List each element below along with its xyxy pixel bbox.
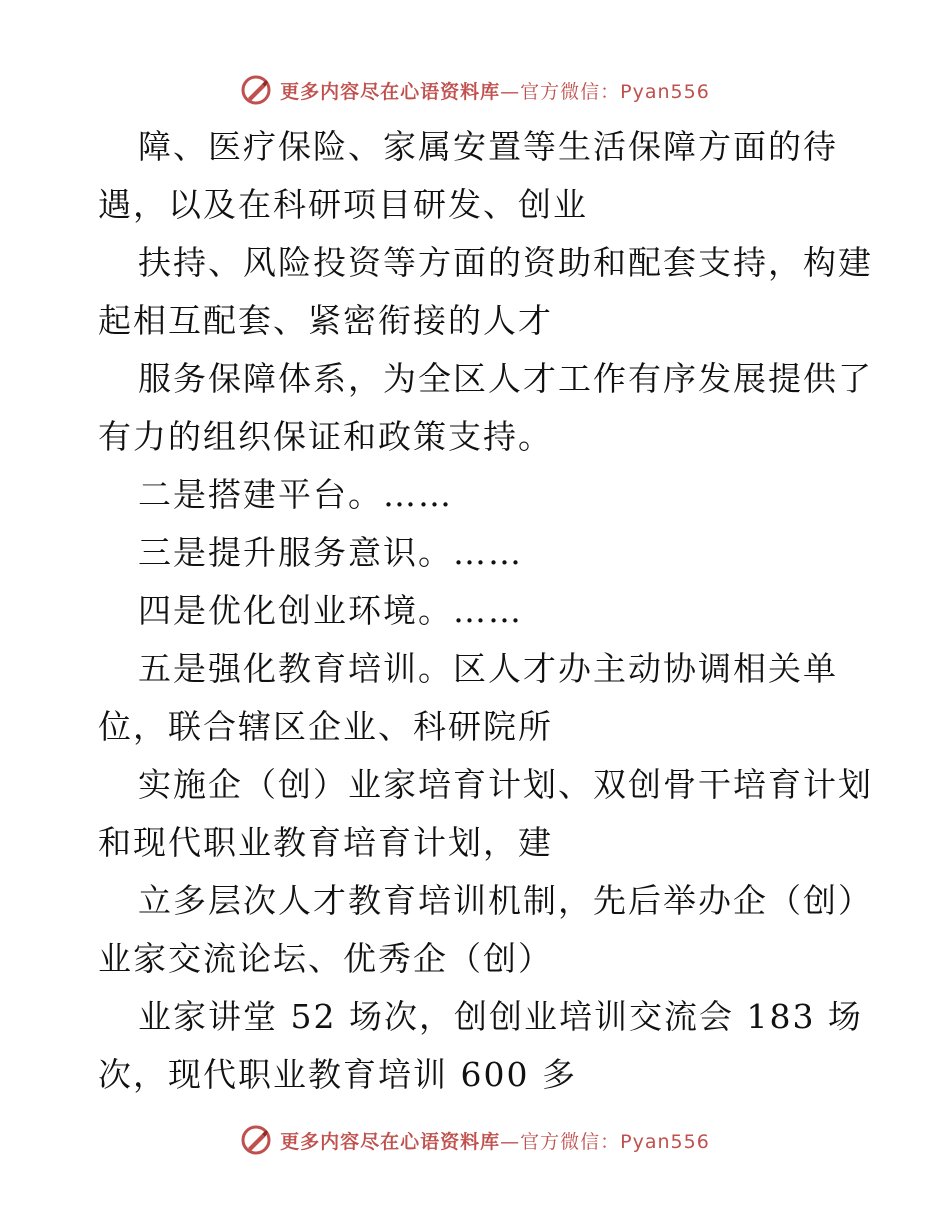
- pen-logo-icon: [240, 1124, 272, 1156]
- text-line: 位，联合辖区企业、科研院所: [98, 707, 553, 746]
- pen-logo-icon: [240, 74, 272, 106]
- text-line: 五是强化教育培训。区人才办主动协调相关单: [138, 649, 838, 688]
- text-line: 立多层次人才教育培训机制，先后举办企（创）: [138, 881, 873, 920]
- header-watermark: [0, 70, 950, 110]
- text-line: 有力的组织保证和政策支持。: [98, 417, 553, 456]
- text-line: 四是优化创业环境。……: [138, 591, 523, 630]
- text-line: 扶持、风险投资等方面的资助和配套支持，构建: [138, 243, 873, 282]
- text-line: 起相互配套、紧密衔接的人才: [98, 301, 553, 340]
- watermark-text: [280, 1127, 710, 1154]
- document-body: [98, 118, 873, 1104]
- text-line: 障、医疗保险、家属安置等生活保障方面的待: [138, 127, 838, 166]
- text-line: 遇，以及在科研项目研发、创业: [98, 185, 588, 224]
- text-line: 业家交流论坛、优秀企（创）: [98, 939, 553, 978]
- text-line: 实施企（创）业家培育计划、双创骨干培育计划: [138, 765, 873, 804]
- text-line: 三是提升服务意识。……: [138, 533, 523, 572]
- watermark-main: 更多内容尽在心语资料库: [280, 80, 501, 103]
- text-line: 服务保障体系，为全区人才工作有序发展提供了: [138, 359, 873, 398]
- watermark-main: 更多内容尽在心语资料库: [280, 1130, 501, 1153]
- text-line: 次，现代职业教育培训 600 多: [98, 1055, 577, 1094]
- text-line: 和现代职业教育培育计划，建: [98, 823, 553, 862]
- watermark-sub: —官方微信：Pyan556: [500, 1130, 710, 1153]
- text-line: 业家讲堂 52 场次，创创业培训交流会 183 场: [138, 997, 863, 1036]
- watermark-text: [280, 77, 710, 104]
- footer-watermark: [0, 1120, 950, 1160]
- watermark-sub: —官方微信：Pyan556: [500, 80, 710, 103]
- text-line: 二是搭建平台。……: [138, 475, 453, 514]
